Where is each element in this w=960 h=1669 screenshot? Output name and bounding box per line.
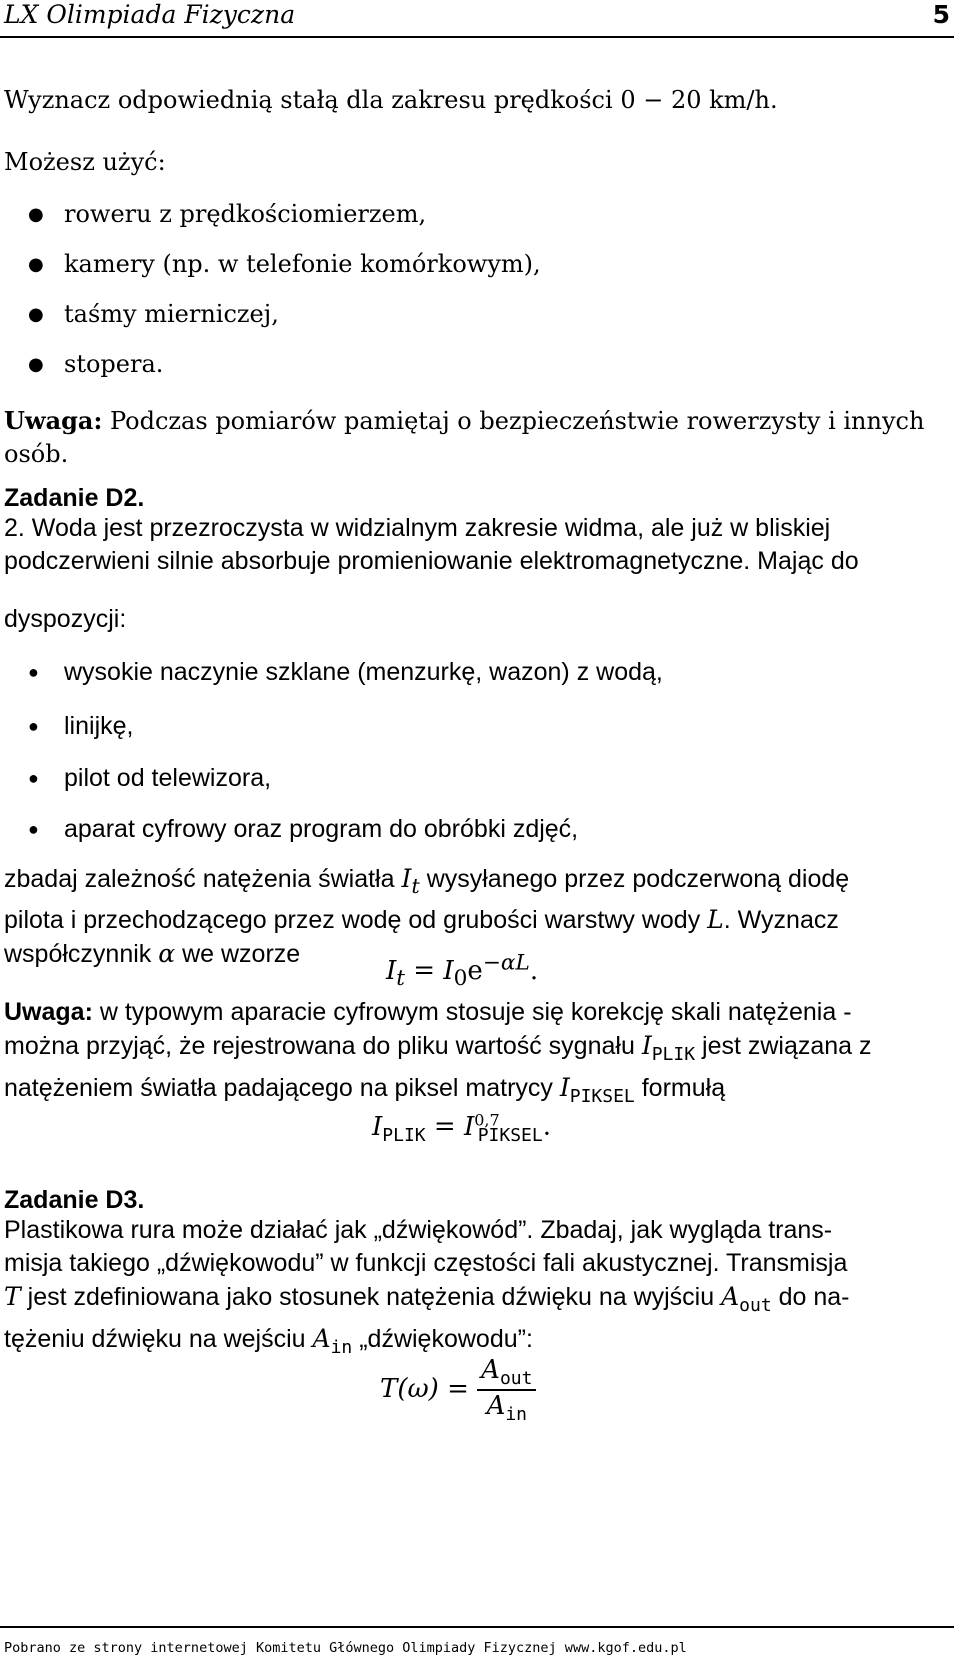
determine-line — [4, 84, 950, 117]
equation-transmission: T(ω) = $\frac{A_{out}}{A_{in}}$ — [380, 1355, 536, 1425]
determine-text: Wyznacz odpowiednią stałą dla zakresu prędkości — [4, 86, 613, 114]
list-item: ● wysokie naczynie szklane (menzurkę, wazon) z wodą, — [28, 658, 663, 686]
task-d2-study: zbadaj zależność natężenia światła $I_t$ wysyłanego przez podczerwoną diodę pilota i przechodzącego przez wodę od grubości warstwy wody L. Wyznacz współczynnik α we wzorze — [4, 864, 850, 968]
task-d2-heading: Zadanie D2. — [4, 484, 145, 512]
list-item: ● roweru z prędkościomierzem, — [28, 200, 427, 228]
list-item: ● kamery (np. w telefonie komórkowym), — [28, 250, 541, 278]
task-d3-heading: Zadanie D3. — [4, 1186, 145, 1214]
list-item: ● linijkę, — [28, 712, 134, 740]
note-label: Uwaga: — [4, 406, 103, 435]
task-d2-intro: 2. Woda jest przezroczysta w widzialnym zakresie widma, ale już w bliskiej podczerwieni silnie absorbuje promieniowanie elektromagnetyczne. Mając do — [4, 514, 859, 575]
task-d2-dyspozycji: dyspozycji: — [4, 605, 127, 633]
page-header — [0, 0, 954, 38]
page-number: 5 — [932, 0, 950, 29]
list-item: ● taśmy mierniczej, — [28, 300, 279, 328]
footer-divider — [0, 1626, 954, 1628]
can-use-label: Możesz użyć: — [4, 148, 166, 176]
task-d3-text: Plastikowa rura może działać jak „dźwiękowód”. Zbadaj, jak wygląda trans- misja takiego „dźwiękowodu” w funkcji częstości fali akustycznej. Transmisja T jest zdefiniowana jako stosunek natężenia dźwięku na wyjściu $A_{out}$ do na- tężeniu dźwięku na wejściu $A_{in}$ „dźwiękowodu”: — [4, 1216, 850, 1358]
list-item: ● aparat cyfrowy oraz program do obróbki zdjęć, — [28, 815, 579, 843]
list-item: ● pilot od telewizora, — [28, 764, 272, 792]
equation-attenuation: $I_t = I_0e^{-\alpha L}$. — [386, 950, 539, 991]
header-title: LX Olimpiada Fizyczna — [4, 0, 296, 29]
footer-source: Pobrano ze strony internetowej Komitetu Głównego Olimpiady Fizycznej www.kgof.edu.pl — [4, 1640, 687, 1656]
task-d2-note: Uwaga: w typowym aparacie cyfrowym stosuje się korekcję skali natężenia - można przyjąć, że rejestrowana do pliku wartość sygnału $I_{PLIK}$ jest związana z natężeniem światła padającego na piksel matrycy $I_{PIKSEL}$ formułą — [4, 998, 872, 1107]
list-item: ● stopera. — [28, 350, 164, 378]
equation-gamma: $I_{PLIK} = I^{0,7}_{PIKSEL}$. — [372, 1110, 551, 1146]
speed-range: 0 − 20 km/h. — [620, 86, 778, 114]
safety-note: Uwaga: Podczas pomiarów pamiętaj o bezpieczeństwie rowerzysty i innych osób. — [4, 406, 925, 468]
